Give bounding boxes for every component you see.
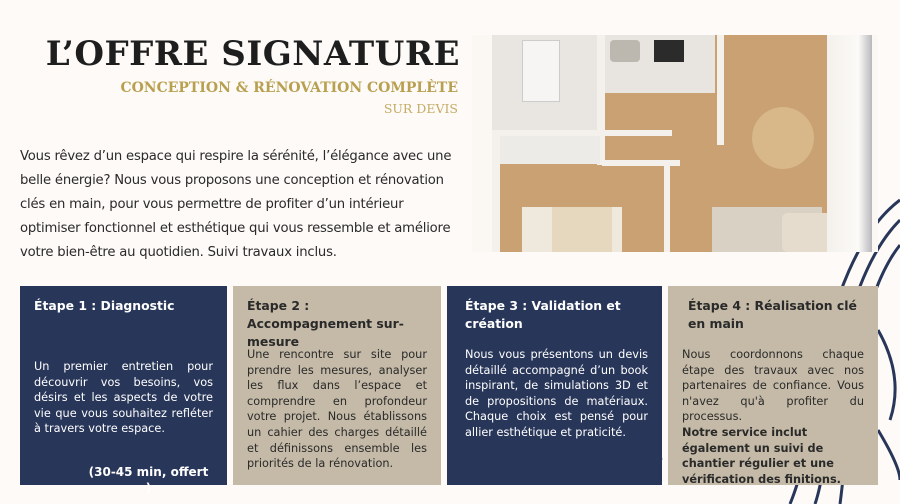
step-description: Nous vous présentons un devis détaillé accompagné d’un book inspirant, de simulations 3D et de propositions de matériaux. Chaque choix est pensé pour allier esthétique et praticité. (465, 348, 648, 439)
step-description: Un premier entretien pour découvrir vos besoins, vos désirs et les aspects de votre vie que vous souhaitez refléter à travers votre espace. (34, 360, 213, 436)
step-title: Étape 3 : Validation et création (465, 298, 621, 331)
offer-subtitle: CONCEPTION & RÉNOVATION COMPLÈTE (120, 80, 458, 96)
apartment-floorplan-image (472, 35, 878, 252)
pricing-label: SUR DEVIS (383, 101, 458, 116)
step-card-4 (668, 286, 878, 485)
intro-text: Vous rêvez d’un espace qui respire la sérénité, l’élégance avec une belle énergie? Nous vous proposons une conception et rénovation clés en main, pour vous permettre de profiter d’un intérieur optimiser fonctionnel et esthétique qui vous ressemble et améliore votre bien-être au quotidien. Suivi travaux inclus. (20, 149, 452, 260)
step-title: Étape 1 : Diagnostic (34, 298, 175, 313)
step-title: Étape 2 : Accompagnement sur-mesure (247, 298, 404, 349)
step-highlight: Notre service inclut également un suivi de chantier régulier et une vérification des finitions. (682, 425, 841, 486)
step-card-1 (20, 286, 227, 495)
step-card-2 (233, 286, 441, 485)
step-card-3 (447, 286, 662, 485)
step-title: Étape 4 : Réalisation clé en main (688, 298, 857, 331)
step-duration-note: (30-45 min, offert ) (88, 464, 209, 495)
step-description: Une rencontre sur site pour prendre les mesures, analyser les flux dans l’espace et comprendre en profondeur votre projet. Nous établissons un cahier des charges détaillé et définissons ensemble les priorités de la rénovation. (247, 348, 427, 471)
step-description: Nous coordonnons chaque étape des travaux avec nos partenaires de confiance. Vous n'avez qu'à profiter du processus. (682, 348, 864, 424)
page-title: L’OFFRE SIGNATURE (45, 34, 460, 74)
